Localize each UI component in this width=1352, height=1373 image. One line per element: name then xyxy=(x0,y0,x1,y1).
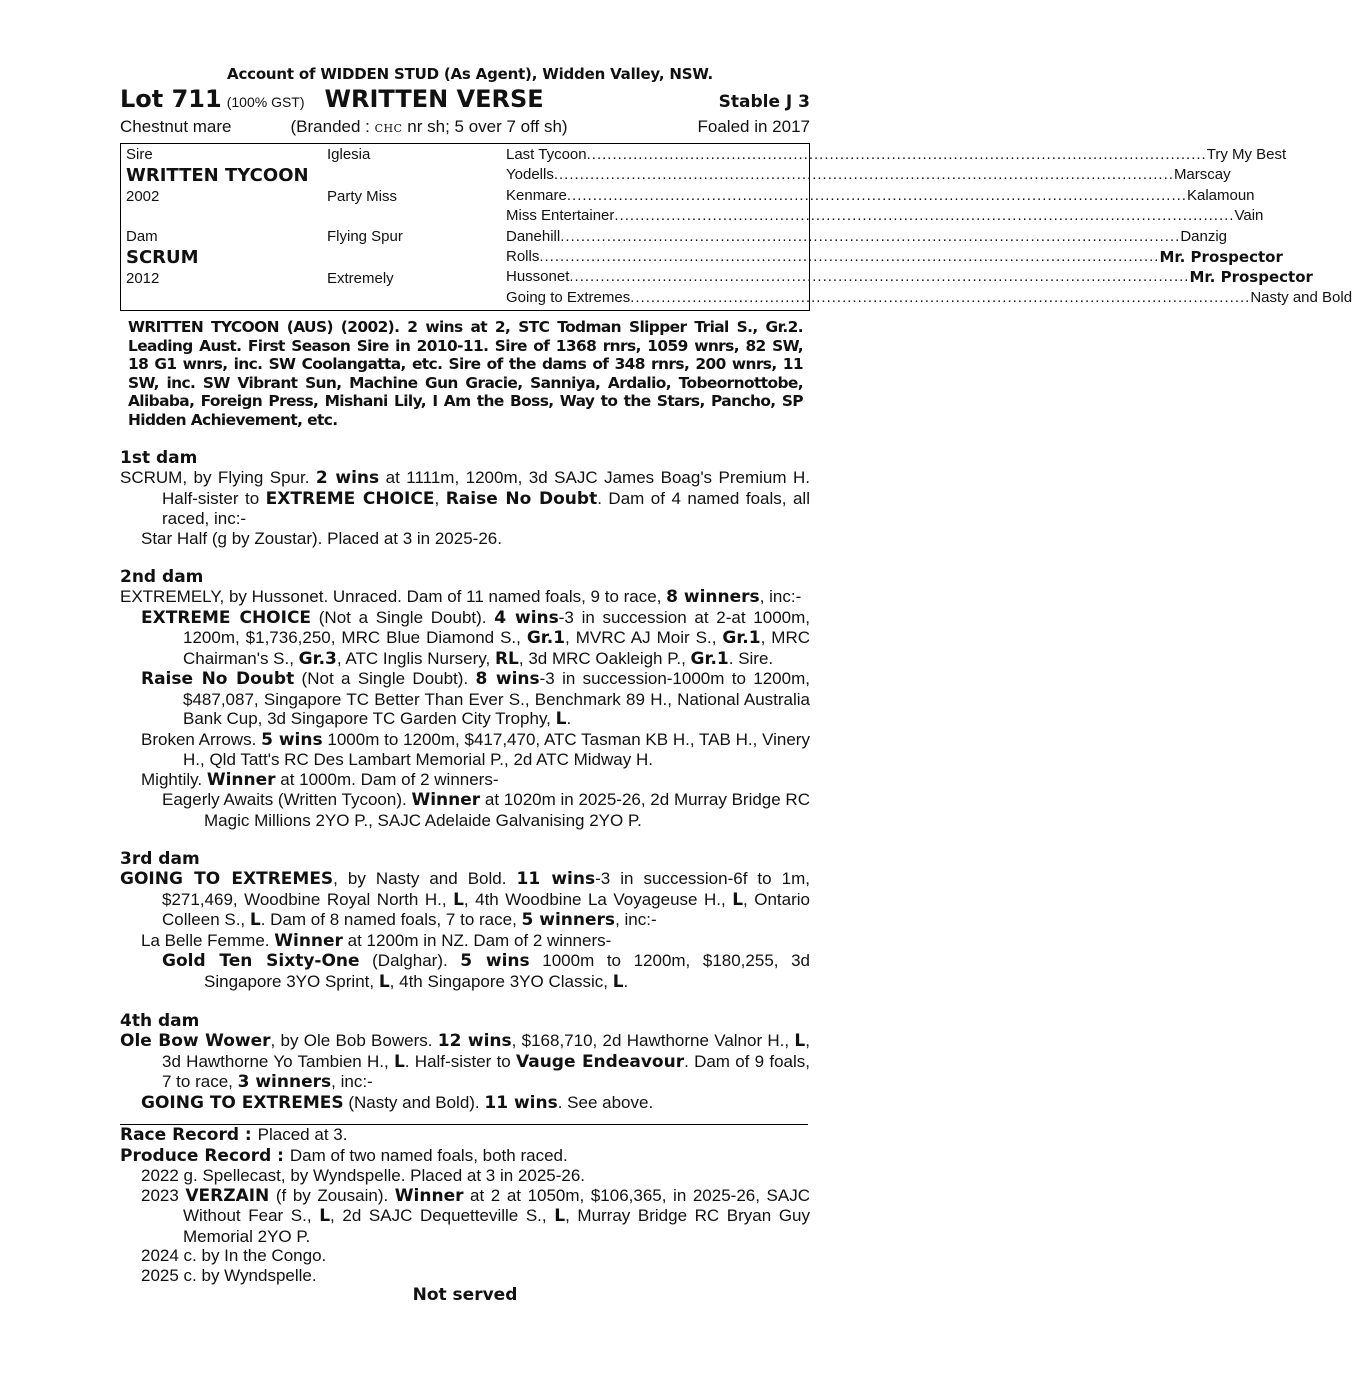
dam-sections xyxy=(120,448,810,1113)
sire-label: Sire xyxy=(126,146,153,163)
pedigree-paragraph xyxy=(120,790,810,830)
ancestor-sire-name: Mr. Prospector xyxy=(1159,248,1283,266)
text: (Dalghar). xyxy=(359,951,461,970)
dam-section xyxy=(120,1011,810,1113)
pedigree-ancestor-row xyxy=(506,146,1287,163)
bold-text: 8 wins xyxy=(475,669,540,689)
leader-dots: ........................................................................................................................ xyxy=(614,207,1235,225)
bold-text: 8 winners xyxy=(666,587,760,607)
brand-suffix: nr sh; 5 over 7 off sh) xyxy=(402,117,568,136)
sire-summary: WRITTEN TYCOON (AUS) (2002). 2 wins at 2, STC Todman Slipper Trial S., Gr.2. Leading Aust. First Season Sire in 2010-11. Sire of 1368 rnrs, 1059 wnrs, 82 SW, 18 G1 wnrs, inc. SW Coolangatta, etc. Sire of the dams of 348 rnrs, 200 wnrs, 11 SW, inc. SW Vibrant Sun, Machine Gun Gracie, Sanniya, Ardalio, Tobeornottobe, Alibaba, Foreign Press, Mishani Lily, I Am the Boss, Way to the Stars, Pancho, SP Hidden Achievement, etc. xyxy=(128,318,803,429)
text: , $168,710, 2d Hawthorne Valnor H., xyxy=(511,1031,795,1050)
text: Placed at 3. xyxy=(257,1125,348,1144)
colour-sex: Chestnut mare xyxy=(120,117,232,136)
text: at 1200m in NZ. Dam of 2 winners- xyxy=(342,930,612,950)
text: EXTREMELY, by Hussonet. Unraced. Dam of 11 named foals, 9 to race, xyxy=(120,587,667,606)
bold-text: Winner xyxy=(411,790,481,810)
ancestor-sire-name: Try My Best xyxy=(1206,146,1287,163)
pedigree-paragraph xyxy=(120,468,810,529)
pedigree-ancestor-row xyxy=(506,227,1228,245)
pedigree-table xyxy=(120,143,1352,311)
text: . Dam of 8 named foals, 7 to race, xyxy=(260,910,522,929)
bold-text: GOING TO EXTREMES xyxy=(120,869,334,889)
bold-text: 5 wins xyxy=(460,951,530,971)
bold-text: 3 winners xyxy=(237,1072,332,1092)
text: 2024 c. by In the Congo. xyxy=(141,1246,327,1265)
pedigree-paragraph xyxy=(120,931,810,952)
bold-text: L xyxy=(319,1206,331,1226)
records-section xyxy=(120,1125,810,1285)
text: , 2d SAJC Dequetteville S., xyxy=(330,1206,555,1225)
leader-dots: ........................................................................................................................ xyxy=(630,288,1251,306)
text: 2022 g. Spellecast, by Wyndspelle. Placed at 3 in 2025-26. xyxy=(141,1166,586,1185)
pedigree-paragraph xyxy=(120,1146,810,1167)
text: (Nasty and Bold). xyxy=(343,1092,485,1112)
text: . See above. xyxy=(557,1092,654,1112)
pedigree-paragraph xyxy=(120,1246,810,1266)
bold-text: GOING TO EXTREMES xyxy=(141,1092,344,1113)
text: -3 in succession-1000m to 1200m, $487,087, Singapore TC Better Than Ever S., Benchmark 89 H., National Australia Bank Cup, 3d Singapore TC Garden City Trophy, xyxy=(183,669,810,728)
dam-heading: 2nd dam xyxy=(120,567,204,587)
text: (f by Zousain). xyxy=(269,1185,395,1205)
bold-text: 5 wins xyxy=(261,729,323,750)
pedigree-paragraph xyxy=(120,1093,810,1114)
dam-section xyxy=(120,567,810,830)
ancestor-name: Last Tycoon xyxy=(506,146,587,163)
text: , 3d MRC Oakleigh P., xyxy=(518,648,691,668)
leader-dots: ........................................................................................................................ xyxy=(553,166,1174,184)
text: , xyxy=(434,488,446,508)
text: 2025 c. by Wyndspelle. xyxy=(141,1265,317,1285)
text: , inc:- xyxy=(615,910,657,929)
text: . xyxy=(566,709,572,728)
pedigree-paragraph xyxy=(120,730,810,770)
ancestor-sire-name: Vain xyxy=(1234,207,1264,225)
foaled-year: Foaled in 2017 xyxy=(697,117,810,136)
text: SCRUM, by Flying Spur. xyxy=(120,468,316,487)
gst-note: (100% GST) xyxy=(226,94,305,110)
dam-heading: 3rd dam xyxy=(120,849,200,869)
dam-heading: 1st dam xyxy=(120,448,198,468)
bold-text: L xyxy=(393,1051,405,1072)
text: . Dam of 4 named foals, all raced, inc:- xyxy=(162,488,810,528)
text: Dam of two named foals, both raced. xyxy=(289,1145,568,1165)
pedigree-paragraph xyxy=(120,951,810,992)
text: La Belle Femme. xyxy=(141,930,275,950)
pedigree-ancestor-row xyxy=(506,166,1231,184)
bold-text: L xyxy=(555,709,567,729)
pedigree-paragraph xyxy=(120,669,810,730)
bold-text: VERZAIN xyxy=(185,1185,270,1206)
text: -3 in succession at 2-at 1000m, 1200m, $1,736,250, MRC Blue Diamond S., xyxy=(183,607,810,647)
bold-text: 4 wins xyxy=(494,607,559,628)
pedigree-paragraph xyxy=(120,1125,810,1146)
bold-text: Race Record : xyxy=(120,1125,258,1145)
brand-info xyxy=(291,117,568,137)
ancestor-name: Rolls xyxy=(506,248,540,265)
bold-text: Produce Record : xyxy=(120,1145,290,1166)
leader-dots: ........................................................................................................................ xyxy=(586,146,1207,163)
text: . Dam of 9 foals, 7 to race, xyxy=(162,1051,810,1091)
dam-dam: Extremely xyxy=(327,270,394,287)
ancestor-name: Going to Extremes xyxy=(506,288,631,306)
text: at 1020m in 2025-26, 2d Murray Bridge RC Magic Millions 2YO P., SAJC Adelaide Galvanising 2YO P. xyxy=(204,790,810,830)
ancestor-sire-name: Danzig xyxy=(1180,227,1228,245)
horse-name: WRITTEN VERSE xyxy=(324,85,544,113)
lot-number: Lot 711 xyxy=(120,85,222,113)
text: 1000m to 1200m, $180,255, 3d Singapore 3YO Sprint, xyxy=(204,951,810,991)
bold-text: Raise No Doubt xyxy=(141,669,295,689)
bold-text: 2 wins xyxy=(315,468,380,488)
text: (Not a Single Doubt). xyxy=(294,669,476,688)
pedigree-paragraph xyxy=(120,608,810,670)
bold-text: Gr.3 xyxy=(298,648,337,669)
bold-text: Raise No Doubt xyxy=(445,488,598,509)
text: Star Half (g by Zoustar). Placed at 3 in 2025-26. xyxy=(141,528,502,548)
pedigree-paragraph xyxy=(120,1186,810,1247)
dam-section xyxy=(120,849,810,992)
pedigree-paragraph xyxy=(120,1031,810,1093)
text: . Half-sister to xyxy=(404,1051,516,1071)
brand-mark: CHC xyxy=(374,122,403,135)
leader-dots: ........................................................................................................................ xyxy=(566,186,1187,204)
served-status: Not served xyxy=(412,1285,518,1305)
text: 1000m to 1200m, $417,470, ATC Tasman KB H., TAB H., Vinery H., Qld Tatt's RC Des Lambart Memorial P., 2d ATC Midway H. xyxy=(183,729,810,769)
bold-text: Gr.1 xyxy=(526,628,566,648)
ancestor-name: Miss Entertainer xyxy=(506,207,615,225)
text: . xyxy=(623,971,629,991)
bold-text: L xyxy=(453,889,464,910)
ancestor-sire-name: Nasty and Bold xyxy=(1250,288,1352,306)
bold-text: L xyxy=(612,971,624,992)
text: , 4th Singapore 3YO Classic, xyxy=(389,971,613,991)
catalogue-page xyxy=(120,62,1352,1305)
text: at 2 at 1050m, $106,365, in 2025-26, SAJC Without Fear S., xyxy=(183,1185,810,1225)
pedigree-paragraph xyxy=(120,529,810,549)
pedigree-ancestor-row xyxy=(506,186,1255,204)
bold-text: Gr.1 xyxy=(690,648,729,669)
dam-sire: Flying Spur xyxy=(327,228,403,245)
text: , 4th Woodbine La Voyageuse H., xyxy=(463,889,733,909)
bold-text: Gold Ten Sixty-One xyxy=(162,951,360,971)
text: , inc:- xyxy=(759,587,802,606)
dam-heading: 4th dam xyxy=(120,1011,200,1031)
bold-text: 12 wins xyxy=(437,1031,512,1051)
text: Mightily. xyxy=(141,769,207,789)
pedigree-paragraph xyxy=(120,587,810,608)
bold-text: RL xyxy=(494,648,519,669)
dam-label: Dam xyxy=(126,228,158,245)
pedigree-ancestor-row xyxy=(506,207,1264,225)
bold-text: L xyxy=(249,910,261,930)
leader-dots: ........................................................................................................................ xyxy=(560,227,1181,245)
text: at 1111m, 1200m, 3d SAJC James Boag's Premium H. Half-sister to xyxy=(162,468,810,508)
bold-text: Ole Bow Wower xyxy=(120,1031,271,1051)
bold-text: Gr.1 xyxy=(722,628,761,648)
bold-text: L xyxy=(554,1206,566,1226)
bold-text: Vauge Endeavour xyxy=(516,1051,685,1072)
text: 2023 xyxy=(141,1185,186,1205)
bold-text: Winner xyxy=(274,930,343,951)
pedigree-ancestor-row xyxy=(506,268,1313,287)
ancestor-name: Yodells xyxy=(506,166,554,184)
pedigree-paragraph xyxy=(120,1266,810,1286)
bold-text: Winner xyxy=(206,769,276,790)
sire-year: 2002 xyxy=(126,188,160,205)
dam-name: SCRUM xyxy=(126,247,199,268)
bold-text: EXTREME CHOICE xyxy=(141,607,312,628)
pedigree-paragraph xyxy=(120,869,810,931)
pedigree-paragraph xyxy=(120,1166,810,1186)
text: , Murray Bridge RC Bryan Guy Memorial 2YO P. xyxy=(183,1206,811,1246)
pedigree-ancestor-row xyxy=(506,288,1352,306)
horse-details xyxy=(120,115,810,139)
bold-text: Winner xyxy=(394,1185,464,1206)
text: , 3d Hawthorne Yo Tambien H., xyxy=(162,1031,810,1071)
text: , by Nasty and Bold. xyxy=(333,869,517,888)
sire-name: WRITTEN TYCOON xyxy=(126,165,309,186)
ancestor-name: Kenmare xyxy=(506,186,567,204)
text: , ATC Inglis Nursery, xyxy=(336,648,495,668)
ancestor-sire-name: Kalamoun xyxy=(1186,186,1255,204)
dam-year: 2012 xyxy=(126,270,160,287)
text: , Ontario Colleen S., xyxy=(162,889,810,929)
text: at 1000m. Dam of 2 winners- xyxy=(275,769,499,789)
text: (Not a Single Doubt). xyxy=(311,607,495,627)
bold-text: 11 wins xyxy=(516,869,596,889)
text: Broken Arrows. xyxy=(141,729,262,749)
bold-text: L xyxy=(378,971,390,992)
leader-dots: ........................................................................................................................ xyxy=(569,268,1190,286)
ancestor-sire-name: Marscay xyxy=(1173,166,1231,184)
bold-text: 5 winners xyxy=(521,910,616,930)
bold-text: 11 wins xyxy=(484,1092,558,1113)
ancestor-name: Danehill xyxy=(506,227,561,245)
vendor-account: Account of WIDDEN STUD (As Agent), Widden Valley, NSW. xyxy=(227,65,713,83)
leader-dots: ........................................................................................................................ xyxy=(539,248,1160,265)
sire-sire: Iglesia xyxy=(327,146,371,163)
text: . Sire. xyxy=(728,648,774,668)
sire-dam: Party Miss xyxy=(327,188,398,205)
text: Eagerly Awaits (Written Tycoon). xyxy=(162,790,412,809)
text: , MVRC AJ Moir S., xyxy=(565,628,723,647)
text: -3 in succession-6f to 1m, $271,469, Woodbine Royal North H., xyxy=(162,869,810,909)
text: , inc:- xyxy=(331,1072,373,1091)
pedigree-paragraph xyxy=(120,770,810,791)
bold-text: L xyxy=(794,1031,806,1051)
ancestor-name: Hussonet xyxy=(506,268,570,286)
stable-location: Stable J 3 xyxy=(718,92,810,112)
text: , MRC Chairman's S., xyxy=(183,628,810,668)
lot-line xyxy=(120,85,810,115)
brand-prefix: (Branded : xyxy=(290,117,375,136)
bold-text: EXTREME CHOICE xyxy=(265,488,435,509)
dam-section xyxy=(120,448,810,548)
bold-text: L xyxy=(732,889,744,910)
pedigree-ancestor-row xyxy=(506,248,1283,266)
text: , by Ole Bob Bowers. xyxy=(270,1031,438,1050)
ancestor-sire-name: Mr. Prospector xyxy=(1189,268,1313,287)
